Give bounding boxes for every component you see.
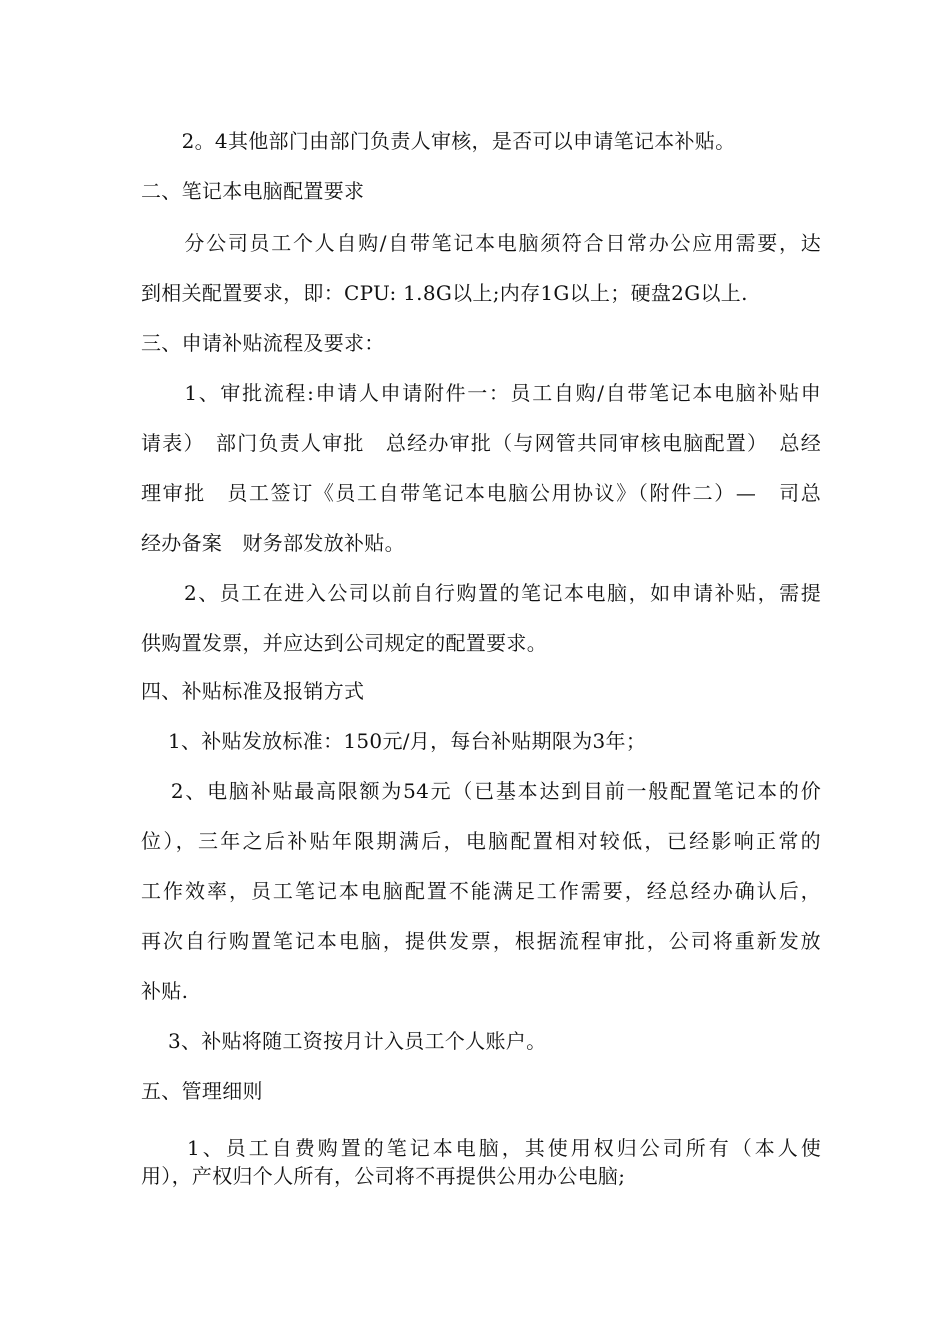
paragraph-prior-purchase [141,568,821,668]
paragraph-config-requirement [141,218,821,318]
text-line: 到相关配置要求，即：CPU: 1.8G以上;内存1G以上；硬盘2G以上. [141,281,748,305]
section-heading-3 [141,318,821,368]
text-line: 2、员工在进入公司以前自行购置的笔记本电脑，如申请补贴，需提 [141,581,821,605]
text-line: 用），产权归个人所有，公司将不再提供公用办公电脑; [141,1164,626,1188]
text-line: 1、员工自费购置的笔记本电脑，其使用权归公司所有（本人使 [141,1136,821,1160]
text-line: 工作效率，员工笔记本电脑配置不能满足工作需要，经总经办确认后， [141,879,821,903]
heading-text: 三、申请补贴流程及要求： [141,331,385,355]
text-line: 1、审批流程:申请人申请附件一：员工自购/自带笔记本电脑补贴申 [141,381,821,405]
text-line: 经办备案 财务部发放补贴。 [141,531,405,555]
text-line: 位），三年之后补贴年限期满后，电脑配置相对较低，已经影响正常的 [141,829,821,853]
text-line: 3、补贴将随工资按月计入员工个人账户。 [141,1029,547,1053]
heading-text: 五、管理细则 [141,1079,263,1103]
paragraph-subsidy-limit [141,766,821,1016]
section-heading-5 [141,1066,821,1116]
heading-text: 二、笔记本电脑配置要求 [141,179,365,203]
text-line: 理审批 员工签订《员工自带笔记本电脑公用协议》（附件二）— 司总 [141,481,821,505]
text-line: 2。4其他部门由部门负责人审核，是否可以申请笔记本补贴。 [141,129,736,153]
paragraph-subsidy-standard [141,716,821,766]
text-line: 1、补贴发放标准：150元/月，每台补贴期限为3年； [141,729,647,753]
paragraph-approval-flow [141,368,821,568]
section-heading-4 [141,666,821,716]
text-line: 2、电脑补贴最高限额为54元（已基本达到目前一般配置笔记本的价 [141,779,821,803]
text-line: 补贴. [141,979,189,1003]
text-line: 再次自行购置笔记本电脑，提供发票，根据流程审批，公司将重新发放 [141,929,821,953]
text-line: 请表） 部门负责人审批 总经办审批（与网管共同审核电脑配置） 总经 [141,431,821,455]
paragraph-salary-account [141,1016,821,1066]
heading-text: 四、补贴标准及报销方式 [141,679,365,703]
paragraph-usage-rights [141,1134,821,1190]
paragraph-2-4-approval [141,116,821,166]
text-line: 供购置发票，并应达到公司规定的配置要求。 [141,631,547,655]
section-heading-2 [141,166,821,216]
text-line: 分公司员工个人自购/自带笔记本电脑须符合日常办公应用需要，达 [141,231,821,255]
